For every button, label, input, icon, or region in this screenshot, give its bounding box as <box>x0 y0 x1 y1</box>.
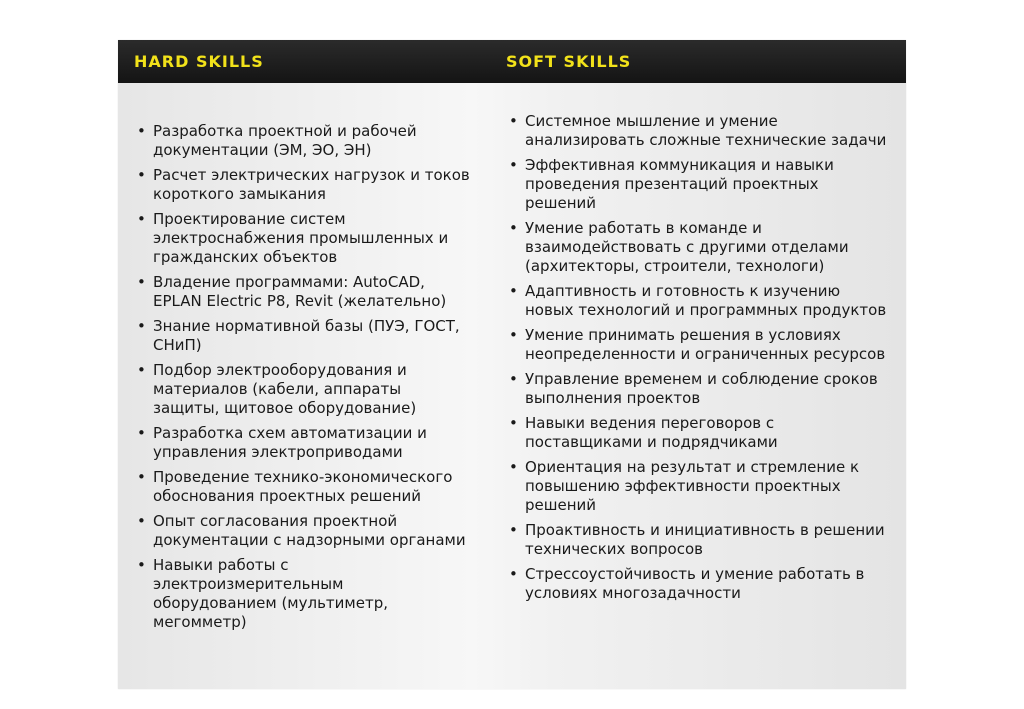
hard-skills-title: HARD SKILLS <box>134 52 264 71</box>
list-item <box>136 317 471 355</box>
list-item-text: Эффективная коммуникация и навыки проведения презентаций проектных решений <box>525 156 834 212</box>
list-item-text: Умение работать в команде и взаимодействовать с другими отделами (архитекторы, строители, технологи) <box>525 219 849 275</box>
bullet-icon: • <box>509 219 518 237</box>
list-item <box>136 361 471 418</box>
bullet-icon: • <box>137 273 146 291</box>
list-item-text: Разработка проектной и рабочей документации (ЭМ, ЭО, ЭН) <box>153 122 417 159</box>
list-item-text: Навыки ведения переговоров с поставщиками и подрядчиками <box>525 414 778 451</box>
list-item <box>136 210 471 267</box>
list-item <box>508 521 888 559</box>
list-item-text: Владение программами: AutoCAD, EPLAN Electric P8, Revit (желательно) <box>153 273 447 310</box>
list-item-text: Проактивность и инициативность в решении технических вопросов <box>525 521 885 558</box>
list-item-text: Стрессоустойчивость и умение работать в условиях многозадачности <box>525 565 865 602</box>
list-item <box>136 166 471 204</box>
list-item <box>136 468 471 506</box>
list-item-text: Опыт согласования проектной документации с надзорными органами <box>153 512 466 549</box>
bullet-icon: • <box>137 210 146 228</box>
list-item-text: Разработка схем автоматизации и управления электроприводами <box>153 424 427 461</box>
list-item-text: Знание нормативной базы (ПУЭ, ГОСТ, СНиП) <box>153 317 460 354</box>
table-header <box>118 40 906 83</box>
list-item-text: Системное мышление и умение анализировать сложные технические задачи <box>525 112 887 149</box>
list-item <box>508 565 888 603</box>
bullet-icon: • <box>137 556 146 574</box>
list-item-text: Управление временем и соблюдение сроков выполнения проектов <box>525 370 878 407</box>
bullet-icon: • <box>137 317 146 335</box>
list-item-text: Проведение технико-экономического обоснования проектных решений <box>153 468 453 505</box>
list-item <box>508 370 888 408</box>
hard-skills-list <box>136 122 471 638</box>
bullet-icon: • <box>509 565 518 583</box>
list-item <box>508 282 888 320</box>
bullet-icon: • <box>137 424 146 442</box>
bullet-icon: • <box>509 414 518 432</box>
bullet-icon: • <box>137 468 146 486</box>
list-item <box>508 414 888 452</box>
bullet-icon: • <box>509 112 518 130</box>
bullet-icon: • <box>137 361 146 379</box>
bullet-icon: • <box>509 156 518 174</box>
list-item-text: Расчет электрических нагрузок и токов короткого замыкания <box>153 166 470 203</box>
list-item <box>136 424 471 462</box>
soft-skills-list <box>508 112 888 609</box>
list-item <box>508 458 888 515</box>
list-item <box>508 219 888 276</box>
list-item-text: Навыки работы с электроизмерительным оборудованием (мультиметр, мегомметр) <box>153 556 388 631</box>
list-item <box>136 273 471 311</box>
list-item <box>508 326 888 364</box>
list-item <box>136 556 471 632</box>
skills-table <box>118 40 906 689</box>
bullet-icon: • <box>137 166 146 184</box>
bullet-icon: • <box>509 326 518 344</box>
list-item-text: Проектирование систем электроснабжения промышленных и гражданских объектов <box>153 210 449 266</box>
list-item <box>136 512 471 550</box>
list-item <box>508 156 888 213</box>
bullet-icon: • <box>509 521 518 539</box>
list-item <box>508 112 888 150</box>
bullet-icon: • <box>509 282 518 300</box>
list-item-text: Подбор электрооборудования и материалов (кабели, аппараты защиты, щитовое оборудование) <box>153 361 417 417</box>
bullet-icon: • <box>509 370 518 388</box>
bullet-icon: • <box>137 512 146 530</box>
list-item-text: Ориентация на результат и стремление к повышению эффективности проектных решений <box>525 458 860 514</box>
list-item-text: Адаптивность и готовность к изучению новых технологий и программных продуктов <box>525 282 887 319</box>
bullet-icon: • <box>509 458 518 476</box>
bullet-icon: • <box>137 122 146 140</box>
list-item-text: Умение принимать решения в условиях неопределенности и ограниченных ресурсов <box>525 326 886 363</box>
soft-skills-title: SOFT SKILLS <box>506 52 632 71</box>
list-item <box>136 122 471 160</box>
